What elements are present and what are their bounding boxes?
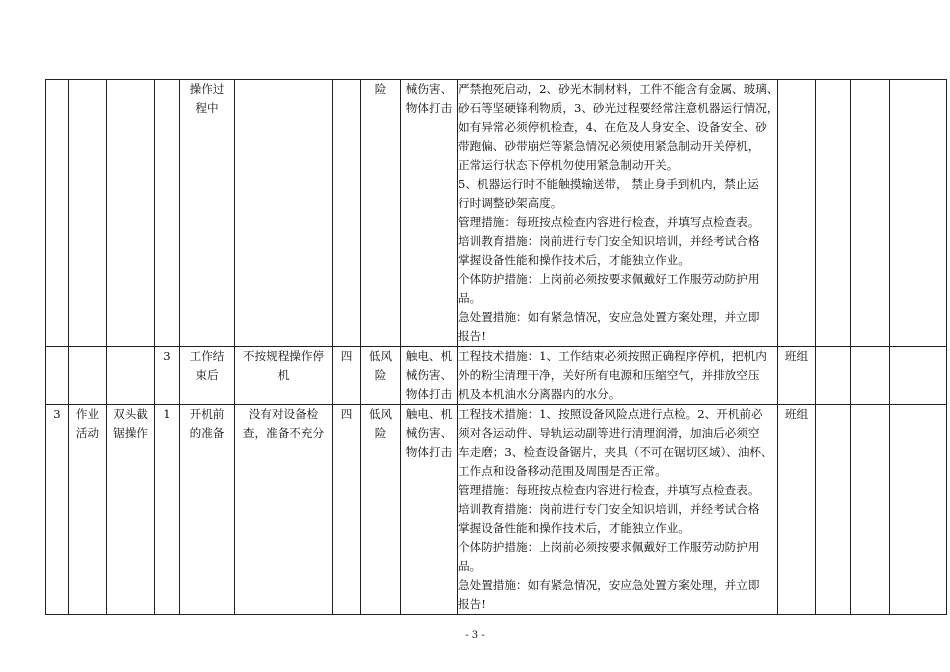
cell-risk-level: 低风 险 (361, 347, 401, 405)
cell-index (46, 347, 69, 405)
cell-control-measures: 严禁抱死启动，2、砂光木制材料，工件不能含有金属、玻璃、 砂石等坚硬锋利物质，3、砂光过程要经常注意机器运行情况， 如有异常必须停机检查，4、在危及人身安全、设备安全、砂 带跑偏、砂带崩烂等紧急情况必须使用紧急制动开关停机， 正常运行状态下停机勿使用紧急制动开关。 5、机器运行时不能触摸输送带， 禁止身手到机内，禁止运 行时调整砂架高度。 管理措施：每班按点检查内容进行检查，并填写点检查表。 培训教育措施：岗前进行专门安全知识培训，并经考试合格 掌握设备性能和操作技术后，才能独立作业。 个体防护措施：上岗前必须按要求佩戴好工作服劳动防护用 品。 急处置措施：如有紧急情况，安应急处置方案处理，并立即 报告! (458, 80, 778, 347)
table-row (46, 80, 947, 347)
cell-activity (69, 80, 107, 347)
cell-level (333, 80, 361, 347)
cell-empty (816, 80, 851, 347)
cell-step-name: 操作过 程中 (180, 80, 235, 347)
cell-risk-level: 险 (361, 80, 401, 347)
cell-empty (816, 347, 851, 405)
cell-step-name: 开机前 的准备 (180, 405, 235, 615)
cell-activity (69, 347, 107, 405)
cell-index (46, 80, 69, 347)
risk-control-table (45, 79, 947, 615)
cell-level: 四 (333, 347, 361, 405)
cell-hazard: 没有对设备检 查，准备不充分 (235, 405, 333, 615)
cell-empty (851, 347, 890, 405)
cell-responsible: 班组 (778, 347, 816, 405)
cell-consequence: 械伤害、 物体打击 (401, 80, 458, 347)
cell-activity: 作业 活动 (69, 405, 107, 615)
cell-level: 四 (333, 405, 361, 615)
cell-consequence: 触电、机 械伤害、 物体打击 (401, 347, 458, 405)
table-row (46, 405, 947, 615)
cell-operation (107, 80, 155, 347)
cell-operation (107, 347, 155, 405)
cell-empty (851, 80, 890, 347)
cell-responsible (778, 80, 816, 347)
cell-empty (890, 405, 947, 615)
cell-consequence: 触电、机 械伤害、 物体打击 (401, 405, 458, 615)
cell-step-number: 1 (155, 405, 180, 615)
cell-step-name: 工作结 束后 (180, 347, 235, 405)
cell-step-number: 3 (155, 347, 180, 405)
cell-empty (890, 80, 947, 347)
table-row (46, 347, 947, 405)
cell-control-measures: 工程技术措施：1、按照设备风险点进行点检。2、开机前必 须对各运动件、导轨运动副等进行清理润滑，加油后必须空 车走磨；3、检查设备锯片，夹具（不可在锯切区域）、油杯、 工作点和设备移动范围及周围是否正常。 管理措施：每班按点检查内容进行检查，并填写点检查表。 培训教育措施：岗前进行专门安全知识培训，并经考试合格 掌握设备性能和操作技术后，才能独立作业。 个体防护措施：上岗前必须按要求佩戴好工作服劳动防护用 品。 急处置措施：如有紧急情况，安应急处置方案处理，并立即 报告! (458, 405, 778, 615)
cell-empty (851, 405, 890, 615)
cell-empty (890, 347, 947, 405)
cell-hazard: 不按规程操作停 机 (235, 347, 333, 405)
cell-control-measures: 工程技术措施：1、工作结束必须按照正确程序停机，把机内 外的粉尘清理干净，关好所有电源和压缩空气，并排放空压 机及本机油水分离器内的水分。 (458, 347, 778, 405)
page-number: - 3 - (465, 630, 485, 641)
cell-operation: 双头截 锯操作 (107, 405, 155, 615)
cell-step-number (155, 80, 180, 347)
cell-hazard (235, 80, 333, 347)
cell-index: 3 (46, 405, 69, 615)
risk-control-table-sheet (45, 79, 947, 615)
cell-risk-level: 低风 险 (361, 405, 401, 615)
cell-empty (816, 405, 851, 615)
cell-responsible: 班组 (778, 405, 816, 615)
